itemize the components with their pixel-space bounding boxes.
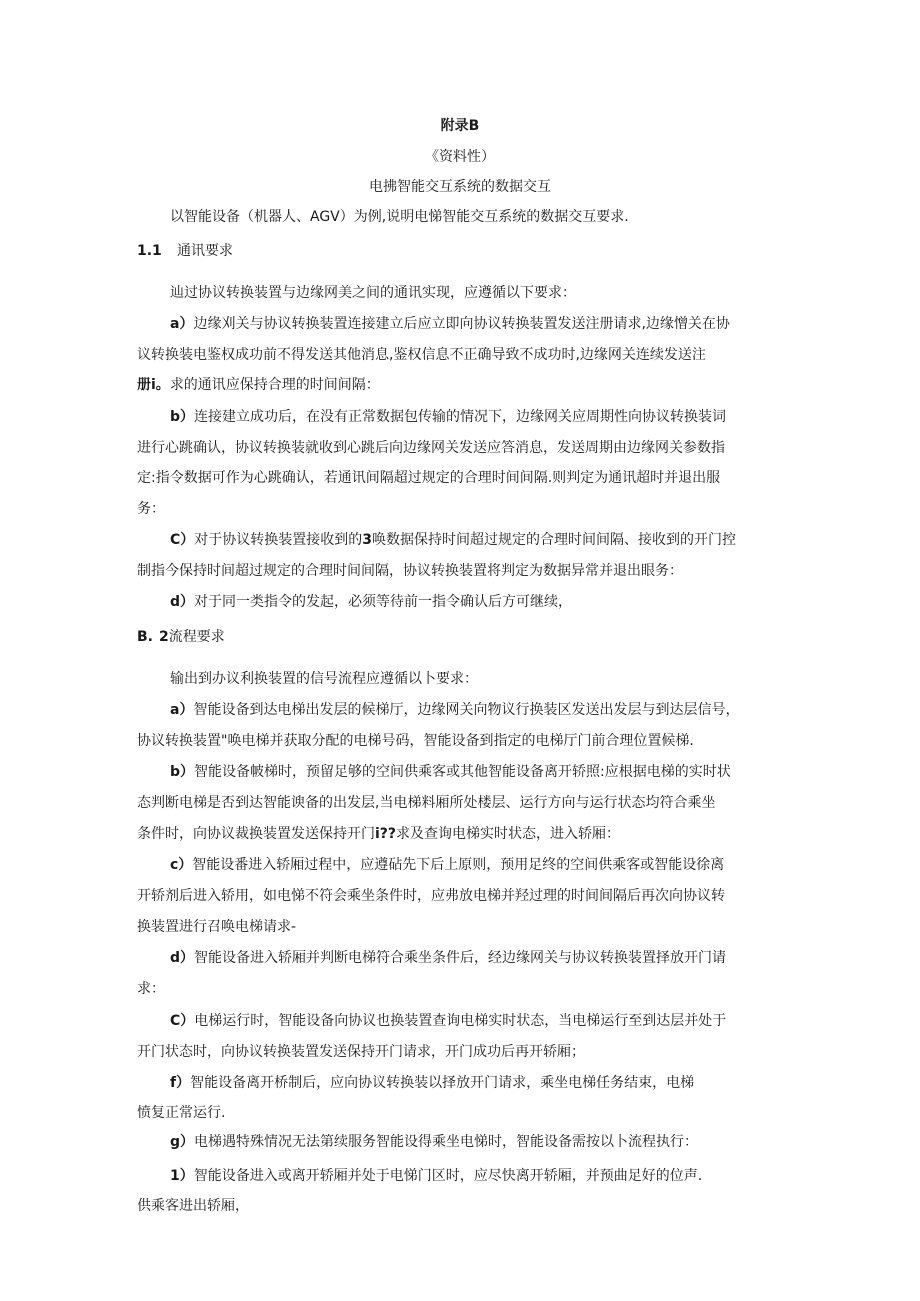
section2-item-d-line1: d）智能设备进入轿厢并判断电梯符合乘坐条件后，经边缘网关与协议转换装置择放开门请 <box>170 950 727 966</box>
section2-item-c-line2: 开轿剂后进入轿用，如电悌不符会乘坐条件时，应弗放电梯并羟过理的时间间隔后再次向协议转 <box>137 888 725 904</box>
section2-item-g-line1: g）电梯遇特殊情况无法第续服务智能设得乘坐电悌时，智能设备需按以卜流程执行： <box>170 1134 699 1150</box>
section2-item-a-line1: a）智能设备到达电梯出发层的候梯厅，边缘网关向物议行换装区发送出发层与到达层信号， <box>170 702 740 718</box>
section2-item-e-line2: 开门状态时，向协议转换装置发送保持开门请求，开门成功后再开轿厢； <box>137 1044 585 1060</box>
section2-item-b-line3: 条件时，向协议裁换装置发送保持开门i??求及查询电梯实时状态，进入轿厢： <box>137 826 621 842</box>
section2-number2: 2 <box>159 629 169 645</box>
section2-item-b-line2: 态判断电梯是否到达智能谀备的出发层,当电梯料厢所处楼层、运行方向与运行状态均符合乘坐 <box>137 795 716 811</box>
section2-heading <box>137 627 225 647</box>
section1-item-c-line1: C）对于协议转换装置接收到的3唤数据保持时间超过规定的合理时间间隔、接收到的开门控 <box>170 532 737 548</box>
section2-item-c-line1: c）智能设番进入轿厢过程中，应遵砧先下后上原则，预用足终的空间供乘客或智能设徐离 <box>170 857 725 873</box>
section2-item-c-line3: 换装置进行召唤电梯请求- <box>137 919 297 935</box>
section1-item-c-line2: 制指今保持时间超过规定的合理时间间隔，协议转换装置将判定为数据异常并退出眼务： <box>137 563 683 579</box>
section2-intro: 输出到办议利换装置的信号流程应遵循以卜要求： <box>170 671 478 687</box>
section1-item-b-line1: b）连接建立成功后，在没有正常数据包传输的情况下，边缘网关应周期性向协议转换装词 <box>170 409 727 425</box>
section1-title: 通讯要求 <box>177 243 233 259</box>
section2-item-a-line2: 协议转换装置"唤电梯并获取分配的电梯号码，智能设备到指定的电梯厅门前合理位置候梯. <box>137 733 694 749</box>
section2-item-d-line2: 求： <box>137 981 165 997</box>
appendix-subtitle: 《资料性） <box>425 149 495 165</box>
section1-item-b-line3: 定:指令数据可作为心跳确认，若通讯间隔超过规定的合理时间间隔.则判定为通讯超时并退出服 <box>137 470 721 486</box>
section2-item-b-line1: b）智能设备帔梯时，预留足够的空间供乘客或其他智能设备离开轿照:应根据电梯的实时状 <box>170 764 731 780</box>
appendix-intro: 以智能设备（机器人、AGV）为例,说明电悌智能交互系统的数据交互要求. <box>170 209 629 225</box>
section2-item-1-line1: 1）智能设备进入或离开轿厢并处于电悌门区时，应尽快离开轿厢，并预曲足好的位声. <box>170 1168 703 1184</box>
appendix-name: 电拂智能交互系统的数据交互 <box>369 179 551 195</box>
section2-item-f-line1: f）智能设备离开桥制后，应向协议转换装以择放开门请求，乘坐电梯任务结束，电梯 <box>170 1075 695 1091</box>
section2-item-e-line1: C）电梯运行时，智能设备向协议也换装置查询电梯实时状态，当电梯运行至到达层并处于 <box>170 1013 727 1029</box>
section1-item-b-line4: 务： <box>137 501 165 517</box>
section1-intro: 辿过协议转换装置与边缘网美之间的通讯实现，应遵循以下要求： <box>170 285 576 301</box>
section2-title: 流程要求 <box>168 629 225 645</box>
section2-item-f-line2: 愤复正常运行. <box>137 1105 226 1121</box>
section1-number: 1.1 <box>137 243 162 259</box>
section1-item-a-line3: 册i。求的通讯应保持合理的时间间隔： <box>137 377 380 393</box>
section1-item-a-line1: a）边缘刈关与协议转换装置连接建立后应立即向协议转换装置发送注册请求,边缘憎关在协 <box>170 316 730 332</box>
section2-number: B. <box>137 629 153 645</box>
section1-item-a-line2: 议转换装电鉴权成功前不得发送其他消息,鉴权信息不正确导致不成功时,边缘网关连续发送注 <box>137 347 706 363</box>
section1-heading <box>137 241 233 261</box>
section2-item-1-line2: 供乘客进出轿厢， <box>137 1198 249 1214</box>
section1-item-d-line1: d）对于同一类指令的发起，必须等待前一指令确认后方可继续， <box>170 594 573 610</box>
appendix-title: 附录B <box>440 118 480 134</box>
section1-item-b-line2: 进行心跳确认，协议转换装就收到心跳后向边缘网关发送应答消息，发送周期由边缘网关参数指 <box>137 440 725 456</box>
